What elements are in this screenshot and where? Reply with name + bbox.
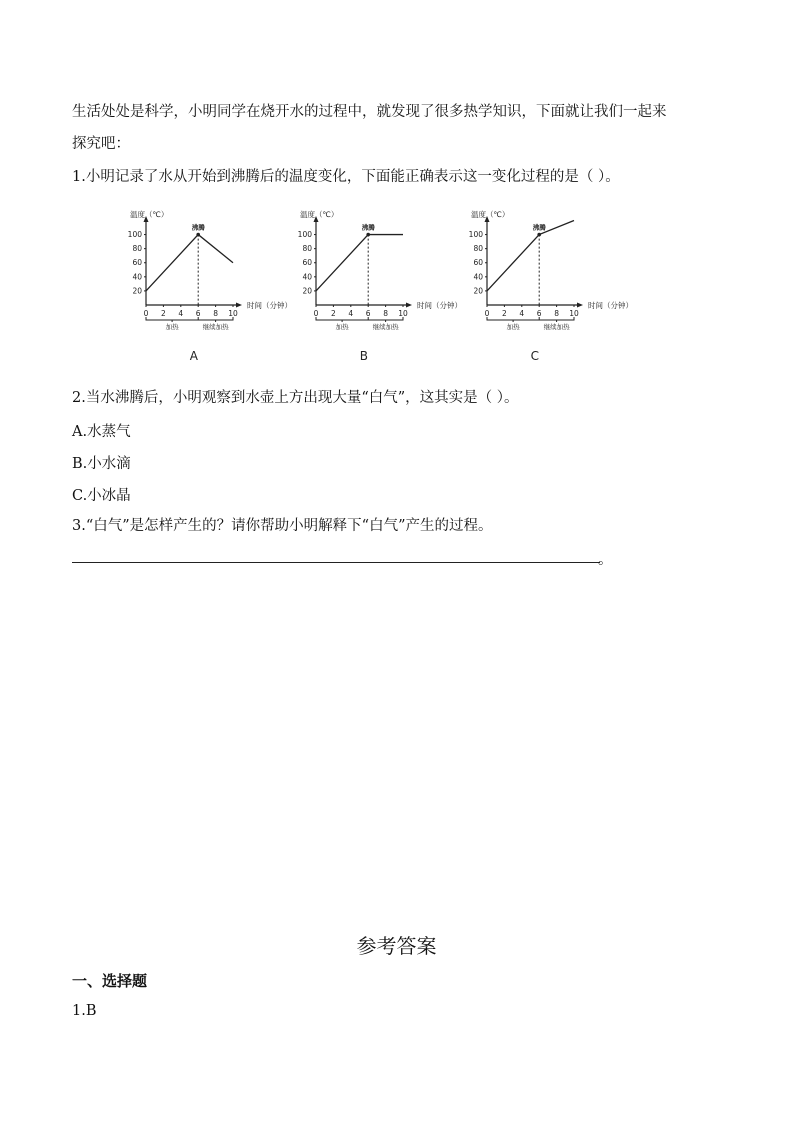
continue-heat-label: 继续加热 bbox=[543, 323, 570, 331]
x-tick-label: 6 bbox=[195, 309, 201, 318]
x-tick-label: 0 bbox=[484, 309, 490, 318]
y-tick-label: 60 bbox=[473, 258, 483, 268]
question-3: 3.“白气”是怎样产生的？请你帮助小明解释下“白气”产生的过程。 bbox=[72, 518, 493, 534]
continue-heat-label: 继续加热 bbox=[372, 323, 399, 331]
continue-heat-label: 继续加热 bbox=[202, 323, 229, 331]
boiling-label: 沸腾 bbox=[361, 223, 375, 232]
x-axis-arrow bbox=[406, 303, 412, 308]
temperature-graphs-figure bbox=[116, 202, 648, 370]
boiling-label: 沸腾 bbox=[532, 223, 546, 232]
graphs-svg bbox=[116, 202, 648, 370]
heat-bracket bbox=[487, 317, 539, 320]
question-1: 1.小明记录了水从开始到沸腾后的温度变化，下面能正确表示这一变化过程的是（ ）。 bbox=[72, 169, 620, 185]
x-tick-label: 6 bbox=[365, 309, 371, 318]
boiling-point bbox=[366, 233, 370, 237]
boiling-point bbox=[537, 233, 541, 237]
intro-line-2: 探究吧： bbox=[72, 136, 130, 152]
x-tick-label: 8 bbox=[554, 309, 559, 318]
y-axis-label: 温度（℃） bbox=[471, 210, 510, 219]
section-heading: 一、选择题 bbox=[72, 972, 148, 990]
y-tick-label: 20 bbox=[473, 286, 483, 296]
x-tick-label: 2 bbox=[502, 309, 507, 318]
x-tick-label: 0 bbox=[143, 309, 149, 318]
temperature-line bbox=[487, 220, 574, 290]
heat-bracket bbox=[146, 317, 198, 320]
temperature-line bbox=[146, 235, 233, 291]
option-letter-A: A bbox=[189, 349, 198, 363]
y-axis-label: 温度（℃） bbox=[130, 210, 169, 219]
x-tick-label: 0 bbox=[313, 309, 319, 318]
heat-label: 加热 bbox=[165, 323, 179, 331]
option-c: C.小冰晶 bbox=[72, 488, 131, 504]
boiling-point bbox=[196, 233, 200, 237]
y-tick-label: 100 bbox=[468, 230, 483, 240]
answer-blank-line bbox=[72, 562, 600, 563]
boiling-label: 沸腾 bbox=[191, 223, 205, 232]
answer-key-title: 参考答案 bbox=[356, 934, 437, 958]
question-2: 2.当水沸腾后，小明观察到水壶上方出现大量“白气”，这其实是（ ）。 bbox=[72, 390, 519, 406]
y-tick-label: 20 bbox=[132, 286, 142, 296]
heat-label: 加热 bbox=[335, 323, 349, 331]
y-tick-label: 100 bbox=[127, 230, 142, 240]
option-a: A.水蒸气 bbox=[72, 424, 131, 440]
y-tick-label: 60 bbox=[132, 258, 142, 268]
y-tick-label: 40 bbox=[302, 272, 312, 282]
x-axis-arrow bbox=[577, 303, 583, 308]
y-tick-label: 40 bbox=[132, 272, 142, 282]
y-tick-label: 60 bbox=[302, 258, 312, 268]
x-tick-label: 8 bbox=[383, 309, 388, 318]
y-tick-label: 40 bbox=[473, 272, 483, 282]
x-tick-label: 4 bbox=[519, 309, 525, 318]
y-tick-label: 80 bbox=[473, 244, 483, 254]
x-tick-label: 10 bbox=[228, 309, 238, 318]
heat-label: 加热 bbox=[506, 323, 520, 331]
intro-line-1: 生活处处是科学，小明同学在烧开水的过程中，就发现了很多热学知识，下面就让我们一起来 bbox=[72, 104, 667, 120]
y-tick-label: 80 bbox=[132, 244, 142, 254]
x-tick-label: 2 bbox=[161, 309, 166, 318]
y-tick-label: 20 bbox=[302, 286, 312, 296]
x-axis-label: 时间（分钟） bbox=[417, 301, 462, 310]
y-tick-label: 80 bbox=[302, 244, 312, 254]
x-tick-label: 4 bbox=[348, 309, 354, 318]
answer-1: 1.B bbox=[72, 1003, 97, 1019]
x-tick-label: 10 bbox=[569, 309, 579, 318]
x-axis-label: 时间（分钟） bbox=[588, 301, 633, 310]
option-b: B.小水滴 bbox=[72, 456, 131, 472]
x-axis-arrow bbox=[236, 303, 242, 308]
x-tick-label: 8 bbox=[213, 309, 218, 318]
answer-end-mark: 。 bbox=[598, 552, 613, 568]
x-tick-label: 2 bbox=[331, 309, 336, 318]
x-axis-label: 时间（分钟） bbox=[247, 301, 292, 310]
temperature-line bbox=[316, 235, 403, 291]
x-tick-label: 4 bbox=[178, 309, 184, 318]
option-letter-C: C bbox=[530, 349, 540, 363]
option-letter-B: B bbox=[359, 349, 368, 363]
x-tick-label: 6 bbox=[536, 309, 542, 318]
y-tick-label: 100 bbox=[297, 230, 312, 240]
heat-bracket bbox=[316, 317, 368, 320]
y-axis-label: 温度（℃） bbox=[300, 210, 339, 219]
x-tick-label: 10 bbox=[398, 309, 408, 318]
